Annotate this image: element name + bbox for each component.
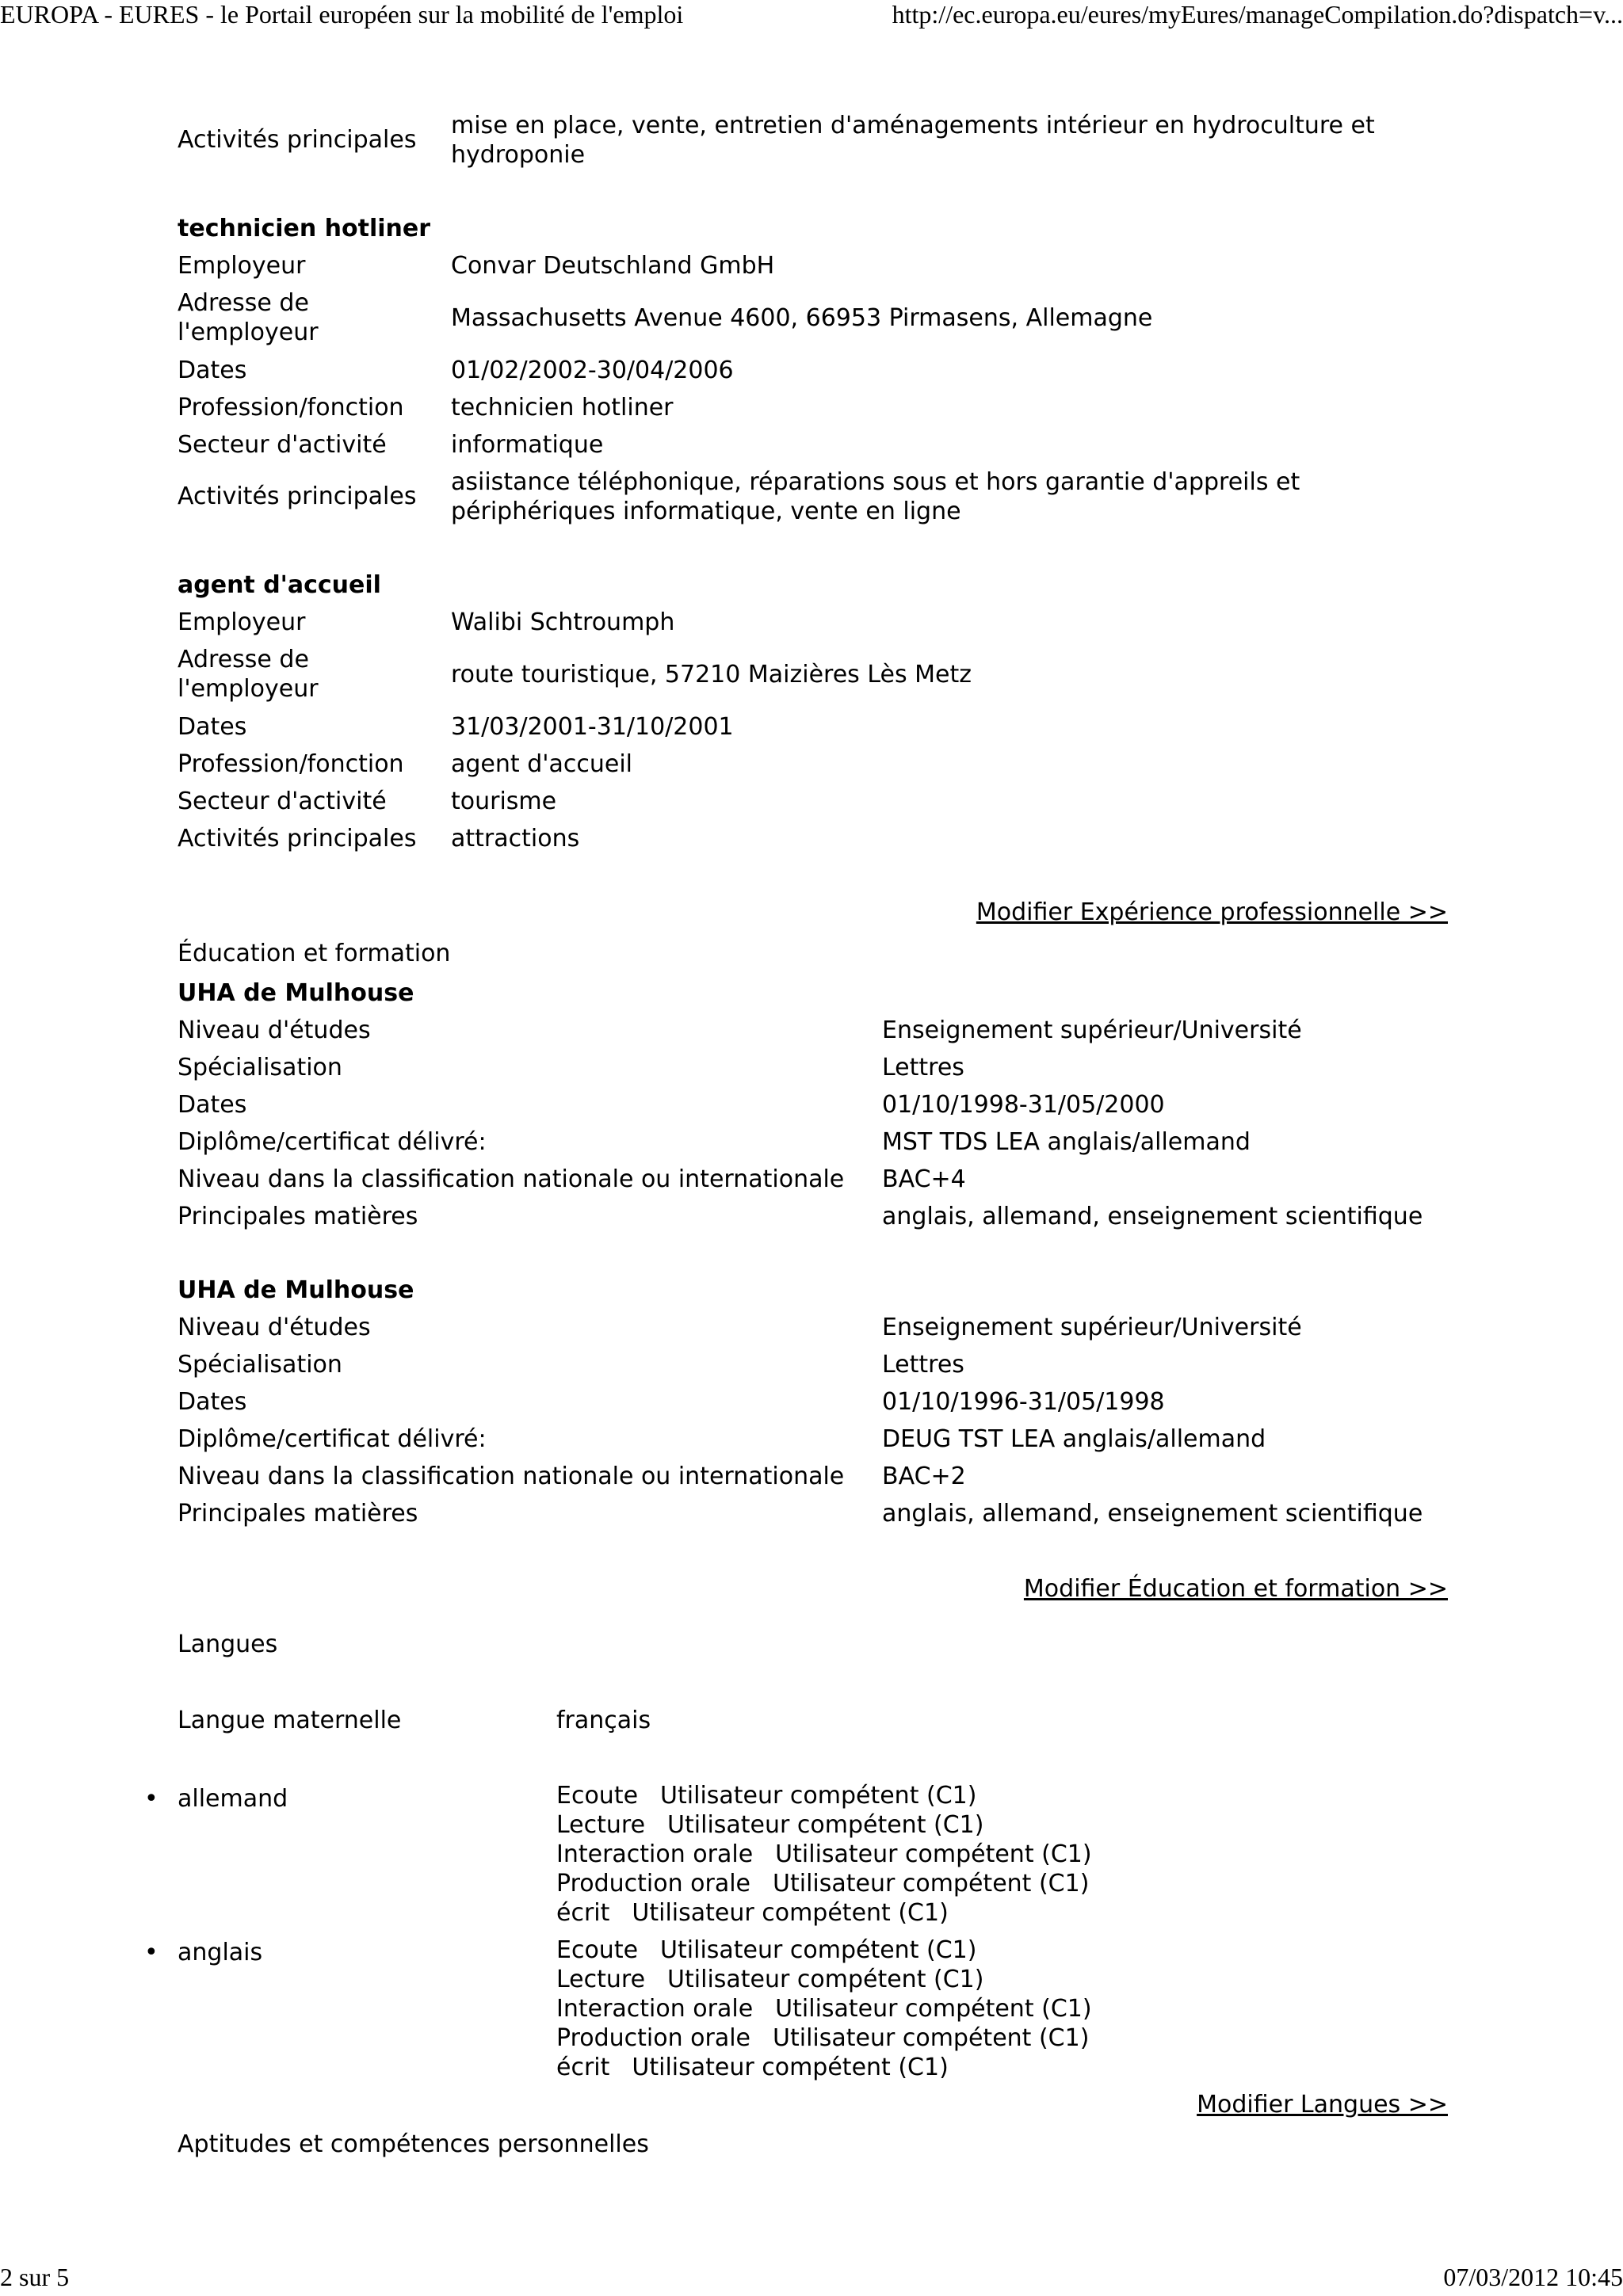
employer-label: Employeur [178,252,306,280]
bullet-icon: • [144,1939,158,1966]
sector-value: tourisme [451,788,557,815]
dates-value: 01/10/1996-31/05/1998 [882,1388,1165,1416]
skill-name: écrit [556,1899,610,1927]
school-name: UHA de Mulhouse [178,1276,414,1304]
address-label-line1: Adresse de [178,646,309,673]
activities-value-line1: asiistance téléphonique, réparations sous et hors garantie d'appreils et [451,468,1300,496]
address-value: route touristique, 57210 Maizières Lès Metz [451,661,972,688]
activities-value: attractions [451,825,580,852]
employer-value: Convar Deutschland GmbH [451,252,775,280]
skill-name: Ecoute [556,1782,639,1810]
classification-label: Niveau dans la classification nationale ou internationale [178,1165,845,1193]
study-level-value: Enseignement supérieur/Université [882,1314,1302,1341]
skill-level: Utilisateur compétent (C1) [775,1995,1092,2023]
sector-value: informatique [451,431,604,459]
diploma-label: Diplôme/certificat délivré: [178,1425,487,1453]
diploma-value: DEUG TST LEA anglais/allemand [882,1425,1266,1453]
dates-value: 01/10/1998-31/05/2000 [882,1091,1165,1119]
study-level-label: Niveau d'études [178,1314,371,1341]
skill-name: Lecture [556,1966,646,1993]
language-skill-row [556,1898,949,1928]
language-skill-row [556,1965,983,1994]
education-heading: Éducation et formation [178,940,451,967]
activities-label: Activités principales [178,825,417,852]
study-level-label: Niveau d'études [178,1016,371,1044]
language-skill-row [556,1840,1092,1869]
language-skill-row [556,1869,1089,1898]
skill-level: Utilisateur compétent (C1) [775,1840,1092,1868]
modify-languages-link[interactable]: Modifier Langues >> [1197,2091,1448,2119]
mother-tongue-label: Langue maternelle [178,1707,402,1734]
dates-label: Dates [178,1388,247,1416]
school-name: UHA de Mulhouse [178,979,414,1007]
language-name: anglais [178,1939,263,1966]
language-skill-row [556,2023,1089,2053]
skill-level: Utilisateur compétent (C1) [660,1936,977,1964]
employer-value: Walibi Schtroumph [451,608,675,636]
language-skill-row [556,1936,976,1965]
diploma-label: Diplôme/certificat délivré: [178,1128,487,1156]
activities-value-line1: mise en place, vente, entretien d'aménagements intérieur en hydroculture et [451,112,1375,139]
print-header-title: EUROPA - EURES - le Portail européen sur la mobilité de l'emploi [0,0,684,29]
dates-label: Dates [178,713,247,741]
print-footer-datetime: 07/03/2012 10:45 [1443,2263,1623,2291]
activities-label: Activités principales [178,482,417,510]
classification-value: BAC+2 [882,1463,966,1490]
job-title: agent d'accueil [178,571,381,599]
subjects-value: anglais, allemand, enseignement scientifique [882,1203,1423,1230]
activities-value-line2: périphériques informatique, vente en ligne [451,498,961,525]
profession-value: agent d'accueil [451,750,632,778]
specialisation-value: Lettres [882,1054,964,1081]
address-label-line2: l'employeur [178,675,319,703]
address-label-line2: l'employeur [178,318,319,346]
sector-label: Secteur d'activité [178,788,387,815]
employer-label: Employeur [178,608,306,636]
subjects-label: Principales matières [178,1500,418,1527]
skill-name: Interaction orale [556,1840,754,1868]
subjects-label: Principales matières [178,1203,418,1230]
language-name: allemand [178,1785,288,1813]
dates-label: Dates [178,1091,247,1119]
dates-value: 31/03/2001-31/10/2001 [451,713,734,741]
activities-label: Activités principales [178,126,417,154]
bullet-icon: • [144,1785,158,1813]
diploma-value: MST TDS LEA anglais/allemand [882,1128,1251,1156]
language-skill-row [556,1781,976,1810]
skill-level: Utilisateur compétent (C1) [667,1966,984,1993]
mother-tongue-value: français [556,1707,651,1734]
skill-level: Utilisateur compétent (C1) [667,1811,984,1839]
skill-level: Utilisateur compétent (C1) [632,2054,949,2081]
skill-level: Utilisateur compétent (C1) [773,1870,1090,1897]
specialisation-value: Lettres [882,1351,964,1379]
profession-label: Profession/fonction [178,750,404,778]
skill-name: Production orale [556,2024,751,2052]
profession-label: Profession/fonction [178,394,404,421]
skill-level: Utilisateur compétent (C1) [660,1782,977,1810]
language-skill-row [556,2053,949,2082]
activities-value-line2: hydroponie [451,141,586,169]
job-title: technicien hotliner [178,215,431,242]
classification-label: Niveau dans la classification nationale ou internationale [178,1463,845,1490]
sector-label: Secteur d'activité [178,431,387,459]
personal-skills-heading: Aptitudes et compétences personnelles [178,2130,649,2158]
specialisation-label: Spécialisation [178,1351,342,1379]
language-skill-row [556,1994,1092,2023]
dates-label: Dates [178,357,247,384]
address-value: Massachusetts Avenue 4600, 66953 Pirmasens, Allemagne [451,304,1153,332]
skill-name: Lecture [556,1811,646,1839]
print-header-url: http://ec.europa.eu/eures/myEures/manageCompilation.do?dispatch=v... [892,0,1623,29]
specialisation-label: Spécialisation [178,1054,342,1081]
skill-name: Interaction orale [556,1995,754,2023]
skill-name: Production orale [556,1870,751,1897]
skill-name: écrit [556,2054,610,2081]
study-level-value: Enseignement supérieur/Université [882,1016,1302,1044]
modify-experience-link[interactable]: Modifier Expérience professionnelle >> [976,898,1448,926]
language-skill-row [556,1810,983,1840]
skill-name: Ecoute [556,1936,639,1964]
dates-value: 01/02/2002-30/04/2006 [451,357,734,384]
profession-value: technicien hotliner [451,394,674,421]
print-footer-page: 2 sur 5 [0,2263,70,2291]
skill-level: Utilisateur compétent (C1) [632,1899,949,1927]
languages-heading: Langues [178,1630,278,1658]
subjects-value: anglais, allemand, enseignement scientifique [882,1500,1423,1527]
address-label-line1: Adresse de [178,289,309,317]
classification-value: BAC+4 [882,1165,966,1193]
modify-education-link[interactable]: Modifier Éducation et formation >> [1023,1575,1448,1603]
skill-level: Utilisateur compétent (C1) [773,2024,1090,2052]
